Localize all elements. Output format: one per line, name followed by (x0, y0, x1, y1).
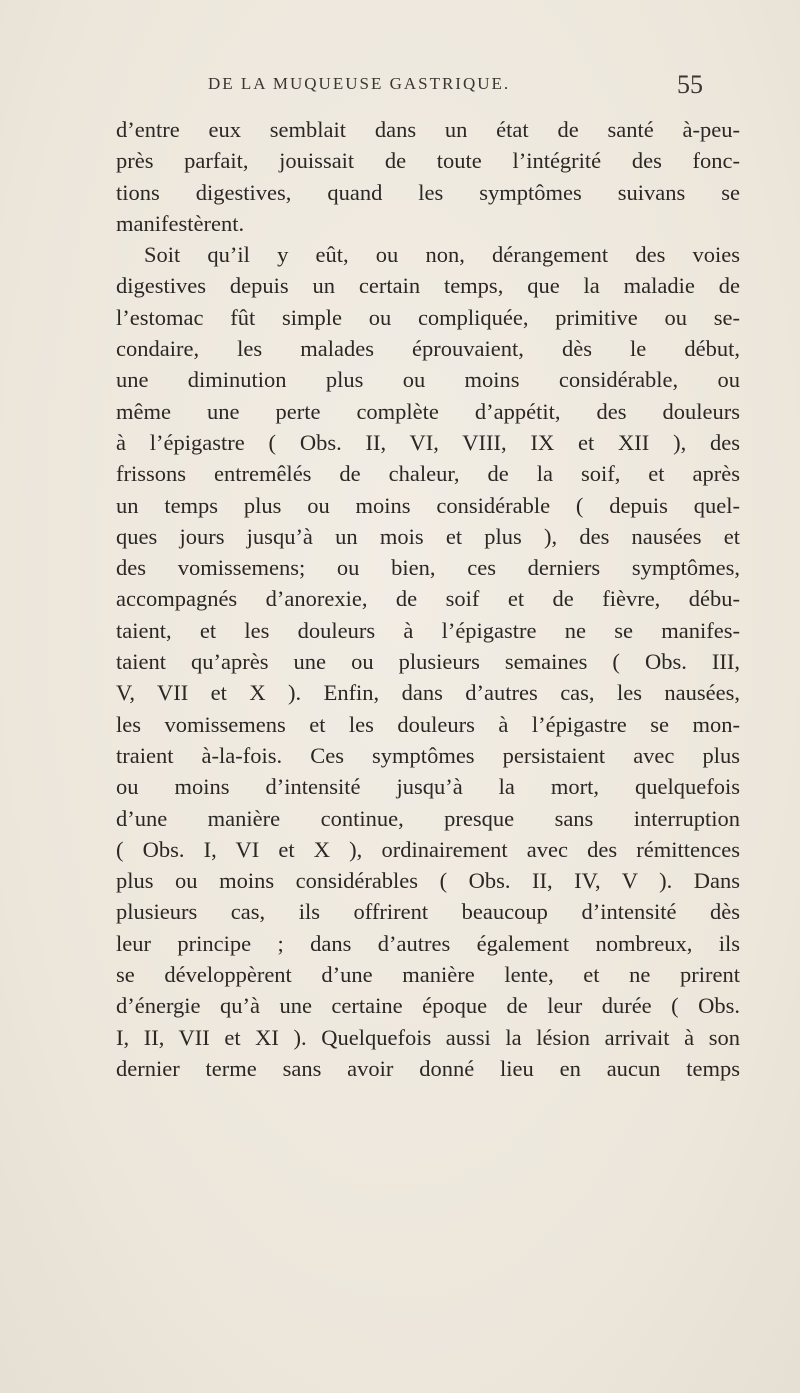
text-line: Soit qu’il y eût, ou non, dérangement des voies (144, 242, 740, 268)
text-line: V, VII et X ). Enfin, dans d’autres cas, les nausées, (116, 680, 740, 706)
page-header (116, 70, 716, 104)
text-line: taient, et les douleurs à l’épigastre ne se manifes- (116, 617, 740, 643)
text-line: les vomissemens et les douleurs à l’épigastre se mon- (116, 711, 740, 737)
text-line: leur principe ; dans d’autres également nombreux, ils (116, 930, 740, 956)
text-line: des vomissemens; ou bien, ces derniers symptômes, (116, 555, 740, 581)
text-line: tions digestives, quand les symptômes suivans se (116, 179, 740, 205)
text-line: digestives depuis un certain temps, que la maladie de (116, 273, 740, 299)
text-line: taient qu’après une ou plusieurs semaines ( Obs. III, (116, 649, 740, 675)
text-line: traient à-la-fois. Ces symptômes persistaient avec plus (116, 742, 740, 768)
text-line: plus ou moins considérables ( Obs. II, IV, V ). Dans (116, 868, 740, 894)
text-line: frissons entremêlés de chaleur, de la soif, et après (116, 461, 740, 487)
text-line: condaire, les malades éprouvaient, dès le début, (116, 336, 740, 362)
text-line: manifestèrent. (116, 210, 245, 236)
text-line: plusieurs cas, ils offrirent beaucoup d’intensité dès (116, 899, 740, 925)
text-line: se développèrent d’une manière lente, et ne prirent (116, 962, 740, 988)
text-line: d’entre eux semblait dans un état de santé à-peu- (116, 117, 740, 142)
text-line: un temps plus ou moins considérable ( depuis quel- (116, 492, 740, 518)
text-line: d’énergie qu’à une certaine époque de leur durée ( Obs. (116, 993, 740, 1019)
text-line: à l’épigastre ( Obs. II, VI, VIII, IX et XII ), des (116, 429, 740, 455)
text-line: accompagnés d’anorexie, de soif et de fièvre, débu- (116, 586, 740, 612)
body-text (116, 114, 740, 1084)
text-line: dernier terme sans avoir donné lieu en aucun temps (116, 1055, 740, 1081)
text-line: près parfait, jouissait de toute l’intégrité des fonc- (116, 148, 740, 174)
text-line: une diminution plus ou moins considérable, ou (116, 367, 740, 393)
text-line: ou moins d’intensité jusqu’à la mort, quelquefois (116, 774, 740, 800)
text-line: ( Obs. I, VI et X ), ordinairement avec des rémittences (116, 836, 740, 862)
text-line: I, II, VII et XI ). Quelquefois aussi la lésion arrivait à son (116, 1024, 740, 1050)
page-number: 55 (677, 70, 703, 99)
running-title: DE LA MUQUEUSE GASTRIQUE. (208, 74, 511, 93)
text-line: l’estomac fût simple ou compliquée, primitive ou se- (116, 304, 740, 330)
text-line: d’une manière continue, presque sans interruption (116, 805, 740, 831)
text-line: ques jours jusqu’à un mois et plus ), des nausées et (116, 523, 740, 549)
text-line: même une perte complète d’appétit, des douleurs (116, 398, 740, 424)
